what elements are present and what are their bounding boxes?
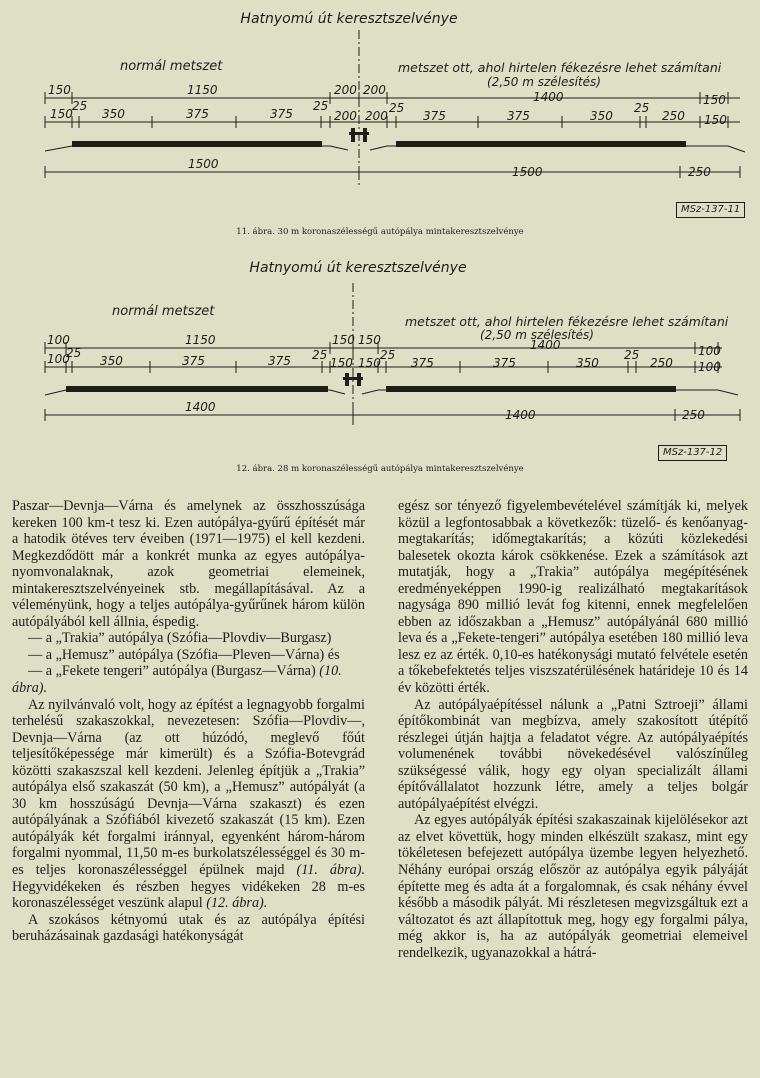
dimension-label: 250 [662,109,685,123]
standard-stamp: MSz-137-11 [676,202,745,218]
figure-reference: (11. ábra). [296,862,366,879]
paragraph: egész sor tényező figyelembevételével számítják ki, melyek közül a legfontosabbak a következők: tüzelő- és kenőanyag-megtakarítás; időmegtakarítás; a közúti közlekedési balesetek okozta károk csökkenése. Ezek a számítások azt mutatják, hogy a „Trakia” autópálya megépítésének eredményeképpen 1990-ig realizálható megtakarítások nagysága 890 millió levát fog kitenni, ennek megfelelően ebben az időszakban a „Hemusz” autópályánál 680 millió leva és a „Fekete-tengeri” autópálya esetében 180 millió leva lesz ez az érték. 0,10-es hatékonysági mutató felvétele esetén a tőkebefektetés teljes viszszatérülésének határideje 10 és 14 év közötti érték. [398,498,748,697]
braking-section-label: metszet ott, ahol hirtelen fékezésre lehet számítani [398,60,722,75]
figure-reference: (12. ábra). [206,895,268,912]
dimension-label: 1500 [512,165,543,179]
dimension-label: 150 [358,356,381,370]
braking-section-label: metszet ott, ahol hirtelen fékezésre lehet számítani [405,314,729,329]
widening-label: (2,50 m szélesítés) [487,75,601,89]
list-item [12,663,365,696]
normal-section-label: normál metszet [120,59,223,74]
list-item: — a „Trakia” autópálya (Szófia—Plovdiv—Burgasz) [28,630,332,647]
figure-caption: 11. ábra. 30 m koronaszélességű autópálya mintakeresztszelvénye [236,227,524,237]
dimension-label: 375 [270,107,293,121]
dimension-label: 375 [186,107,209,121]
dimension-label: 150 [332,333,355,347]
dimension-label: 25 [380,348,396,362]
dimension-label: 375 [268,354,291,368]
dimension-label: 375 [423,109,446,123]
drawing-title: Hatnyomú út keresztszelvénye [249,260,467,276]
dimension-label: 25 [72,99,88,113]
dimension-label: 1400 [185,400,216,414]
dimension-label: 375 [493,356,516,370]
figure-caption: 12. ábra. 28 m koronaszélességű autópálya mintakeresztszelvénye [236,464,524,474]
dimension-label: 375 [182,354,205,368]
dimension-label: 250 [650,356,673,370]
standard-stamp: MSz-137-12 [658,445,727,461]
dimension-label: 150 [358,333,381,347]
dimension-label: 25 [313,99,329,113]
figure-11 [0,0,760,245]
dimension-label: 200 [334,83,357,97]
dimension-label: 100 [47,352,70,366]
dimension-label: 150 [50,107,73,121]
dimension-label: 100 [698,360,721,374]
dimension-label: 200 [365,109,388,123]
dimension-label: 25 [312,348,328,362]
paragraph: Az autópályaépítéssel nálunk a „Patni Sztroeji” állami építőkombinát van megbízva, amely szakosított útépítő részlegei útján hajtja a feladatot végre. Az autópályaépítés volumenének további növekedésével valószínűleg szükségessé válik, hogy egy olyan specializált állami építővállalatot hozzunk létre, amely a teljes bolgár autópályaépítést elvégzi. [398,696,748,812]
paragraph: Az egyes autópályák építési szakaszainak kijelölésekor azt az elvet követtük, hogy minden elkészült szakasz, mint egy tökéletesen befejezett autópálya üzembe legyen helyezhető. Néhány európai ország először az autópálya egyik pályáját építette meg és adta át a forgalomnak, és csak néhány évvel később a második pályát. Mi részletesen megvizsgáltuk ezt a változatot és azt állapítottuk meg, hogy egy forgalmi pálya, még akkor is, ha az autópályák geometriai elemeivel rendelkezik, ugyanazokkal a hátrá- [398,812,748,961]
list-item: — a „Hemusz” autópálya (Szófia—Pleven—Várna) és [28,646,340,663]
paragraph-text: Az nyilvánvaló volt, hogy az építést a legnagyobb forgalmi terhelésű szakaszokkal, nevezetesen: Szófia—Plovdiv—, Devnja—Várna (az ott húzódó, meglevő főút teljesítőképessége már kimerült) és a Szófia-Botevgrád közötti szakaszszal kell kezdeni. Jelenleg építjük a „Trakia” autópálya első szakaszát (50 km), a „Hemusz” autópályát (a 30 km hosszúságú Devnja—Várna szakaszt) és ezen autópályának a Szófiából kivezető szakaszát (15 km). Ezen autópályák két forgalmi iránnyal, egyenként három-három forgalmi nyommal, 11,50 m-es burkolatszélességgel és 30 m-es teljes koronaszélességgel épülnek majd [12,696,365,879]
paragraph: A szokásos kétnyomú utak és az autópálya építési beruházásainak gazdasági hatékonyságát [12,911,365,945]
paragraph [12,697,365,912]
text-column-left [12,498,365,945]
dimension-label: 350 [576,356,599,370]
list-item-text: — a „Fekete tengeri” autópálya (Burgasz—Várna) [28,663,316,680]
dimension-label: 1150 [187,83,218,97]
dimension-label: 150 [330,356,353,370]
dimension-label: 250 [688,165,711,179]
dimension-label: 1400 [530,338,561,352]
cross-section-drawing-12 [0,255,760,480]
widening-label: (2,50 m szélesítés) [480,328,594,342]
dimension-label: 200 [363,83,386,97]
dimension-label: 100 [698,344,721,358]
dimension-label: 350 [590,109,613,123]
dimension-label: 1500 [188,157,219,171]
paragraph-text: Hegyvidékeken és részben hegyes vidékeken 28 m-es koronaszélességet veszünk alapul [12,878,365,912]
dimension-label: 350 [102,107,125,121]
drawing-title: Hatnyomú út keresztszelvénye [240,11,458,27]
dimension-label: 150 [704,113,727,127]
dimension-label: 375 [507,109,530,123]
dimension-label: 200 [334,109,357,123]
dimension-label: 25 [634,101,650,115]
figure-reference: (10. ábra). [12,663,342,697]
normal-section-label: normál metszet [112,304,215,319]
dimension-label: 25 [389,101,405,115]
paragraph: Paszar—Devnja—Várna és amelynek az összhosszúsága kereken 100 km-t tesz ki. Ezen autópálya-gyűrű építését már a hatodik ötéves terv éveiben (1971—1975) el kell kezdeni. Megkezdődött már a konkrét munka az egyes autópálya-nyomvonalaknak, azok geometriai elemeinek, mintakeresztszelvényeinek stb. megállapításával. Az a véleményünk, hogy a teljes autópálya-gyűrűnek három külön autópályából kell állnia, éspedig. [12,498,365,630]
dimension-label: 1400 [533,90,564,104]
dimension-label: 375 [411,356,434,370]
dimension-label: 1400 [505,408,536,422]
dimension-label: 100 [47,333,70,347]
dimension-label: 250 [682,408,705,422]
dimension-label: 1150 [185,333,216,347]
cross-section-drawing-11 [0,0,760,245]
dimension-label: 25 [624,348,640,362]
dimension-label: 150 [48,83,71,97]
dimension-label: 150 [703,93,726,107]
figure-12 [0,255,760,480]
dimension-label: 350 [100,354,123,368]
dimension-label: 25 [66,346,82,360]
text-column-right [398,498,748,961]
